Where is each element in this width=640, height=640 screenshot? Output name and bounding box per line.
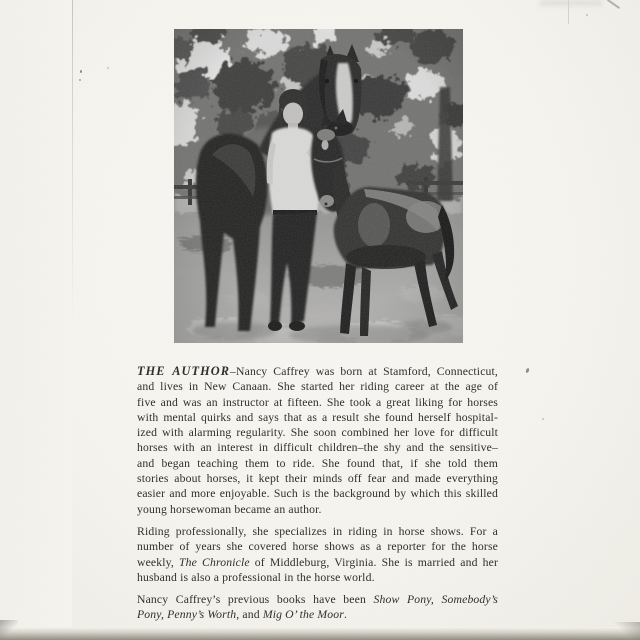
bottom-right-smudge [612,622,640,640]
blurb-book-title: Show Pony, Somebody’s [373,593,498,607]
top-edge-smudge [540,0,602,6]
blurb-line [137,607,498,622]
blurb-text: Nancy Caffrey’s previous books have been [137,593,374,607]
author-photo [174,29,463,343]
blurb-line [137,364,498,379]
blurb-paragraph [137,524,498,585]
photo-vignette [174,29,463,343]
blurb-text: number of years she covered horse shows as a reporter for the horse [137,540,498,554]
blurb-text: with mental quirks and says that as a result she found herself hospital- [137,410,498,424]
blurb-line [137,570,498,585]
paper-speck [80,70,82,73]
blurb-line [137,410,498,425]
author-photo-art [174,29,463,343]
blurb-text: –Nancy Caffrey was born at Stamford, Connecticut, [230,365,498,378]
blurb-text: . [343,608,348,622]
blurb-paragraph [137,592,498,623]
blurb-line [137,440,498,455]
blurb-text: horses with an interest in difficult children–the shy and the sensitive– [137,441,498,455]
blurb-line [137,471,498,486]
top-right-fold-line [568,0,569,24]
blurb-line [137,524,498,539]
blurb-line [137,486,498,501]
blurb-book-title: Mig O’ the Moor [262,608,344,622]
paper-speck [107,67,109,69]
blurb-text: ized with alarming regularity. She soon combined her love for difficult [137,426,498,440]
blurb-line [137,539,498,554]
paper-speck [525,368,530,374]
blurb-text: of Middleburg, Virginia. She is married and her [249,555,498,569]
blurb-text: easier and more enjoyable. Such is the background by which this skilled [137,487,498,501]
paper-speck [79,79,81,81]
blurb-line [137,425,498,440]
top-right-scratch [607,0,620,9]
blurb-paragraph [137,364,498,517]
blurb-line [137,379,498,394]
paper-speck [586,14,588,16]
blurb-text: and began teaching them to ride. She found that, if she told them [137,456,498,470]
blurb-text: and [239,608,263,622]
blurb-text: stories about horses, it kept their minds off fear and made everything [137,472,498,486]
paper-speck [542,418,544,420]
blurb-text: husband is also a professional in the horse world. [137,570,375,584]
page-bottom-edge-shadow [0,627,640,640]
blurb-text: and lives in New Canaan. She started her riding career at the age of [137,380,498,394]
page-left-edge-shading [0,0,72,640]
bottom-left-smudge [0,620,18,640]
blurb-line [137,502,498,517]
blurb-lead-phrase: THE AUTHOR [137,364,231,378]
blurb-text: five and was an instructor at fifteen. She took a great liking for horses [137,395,498,409]
blurb-book-title: The Chronicle [179,555,250,569]
blurb-line [137,395,498,410]
blurb-text: weekly, [137,555,180,569]
blurb-text: young horsewoman became an author. [137,502,322,516]
blurb-book-title: Pony, Penny’s Worth, [137,608,240,622]
blurb-line [137,456,498,471]
author-blurb [137,364,498,623]
blurb-text: Riding professionally, she specializes in riding in horse shows. For a [137,524,498,538]
blurb-line [137,592,498,607]
page-left-edge-line [72,0,73,330]
blurb-line [137,555,498,570]
